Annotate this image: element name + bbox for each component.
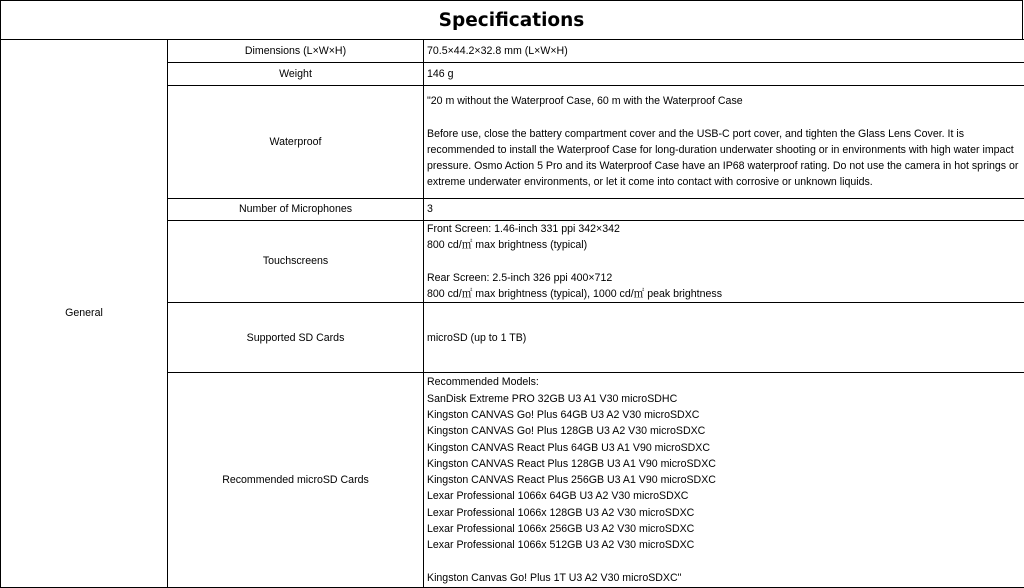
recommended-line: Lexar Professional 1066x 512GB U3 A2 V30 microSDXC — [427, 539, 695, 552]
recommended-last-line: Kingston Canvas Go! Plus 1T U3 A2 V30 microSDXC" — [427, 571, 682, 584]
label-cell-touchscreens[interactable]: Touchscreens — [168, 221, 424, 303]
recommended-line: Kingston CANVAS React Plus 128GB U3 A1 V90 microSDXC — [427, 457, 716, 470]
label-cell-waterproof[interactable]: Waterproof — [168, 86, 424, 199]
value-cell-dimensions[interactable]: 70.5×44.2×32.8 mm (L×W×H) — [424, 40, 1024, 63]
spec-table — [0, 39, 1024, 588]
value-cell-microphones[interactable]: 3 — [424, 199, 1024, 221]
recommended-line: SanDisk Extreme PRO 32GB U3 A1 V30 microSDHC — [427, 392, 678, 405]
value-cell-weight[interactable]: 146 g — [424, 63, 1024, 86]
group-cell-general[interactable] — [1, 40, 168, 588]
value-cell-sd-cards[interactable]: microSD (up to 1 TB) — [424, 303, 1024, 373]
blank-line — [427, 554, 1024, 570]
sheet-title-cell — [0, 0, 1023, 40]
recommended-line: Kingston CANVAS Go! Plus 128GB U3 A2 V30 microSDXC — [427, 425, 706, 438]
label-cell-weight[interactable]: Weight — [168, 63, 424, 86]
front-brightness-line: 800 cd/㎡ max brightness (typical) — [427, 239, 588, 252]
rear-screen-line: Rear Screen: 2.5-inch 326 ppi 400×712 — [427, 271, 613, 284]
label-cell-dimensions[interactable]: Dimensions (L×W×H) — [168, 40, 424, 63]
value-cell-recommended[interactable] — [424, 373, 1024, 588]
recommended-line: Lexar Professional 1066x 256GB U3 A2 V30 microSDXC — [427, 523, 695, 536]
value-cell-touchscreens[interactable] — [424, 221, 1024, 303]
blank-line — [427, 254, 1024, 270]
recommended-line: Kingston CANVAS Go! Plus 64GB U3 A2 V30 microSDXC — [427, 409, 700, 421]
recommended-line: Kingston CANVAS React Plus 64GB U3 A1 V90 microSDXC — [427, 441, 711, 454]
label-cell-recommended[interactable]: Recommended microSD Cards — [168, 373, 424, 588]
label-cell-sd-cards[interactable]: Supported SD Cards — [168, 303, 424, 373]
waterproof-paragraph: Before use, close the battery compartment cover and the USB-C port cover, and tighten the Glass Lens Cover. It is recommended to install the Waterproof Case for long-duration underwater shooting or in environments with high water impact pressure. Osmo Action 5 Pro and its Waterproof Case have an IP68 waterproof rating. Do not use the camera in hot springs or extreme underwater environments, or let it come into contact with corrosive or unknown liquids. — [427, 127, 1019, 189]
label-cell-microphones[interactable]: Number of Microphones — [168, 199, 424, 221]
sheet-title: Specifications — [438, 9, 585, 31]
table-row-dimensions — [1, 40, 1024, 63]
recommended-line: Lexar Professional 1066x 64GB U3 A2 V30 microSDXC — [427, 490, 689, 503]
blank-line — [427, 110, 1024, 126]
recommended-line: Recommended Models: — [427, 376, 539, 389]
recommended-line: Kingston CANVAS React Plus 256GB U3 A1 V90 microSDXC — [427, 474, 716, 487]
rear-brightness-line: 800 cd/㎡ max brightness (typical), 1000 cd/㎡ peak brightness — [427, 287, 723, 300]
recommended-line: Lexar Professional 1066x 128GB U3 A2 V30 microSDXC — [427, 506, 695, 519]
front-screen-line: Front Screen: 1.46-inch 331 ppi 342×342 — [427, 223, 620, 235]
value-cell-waterproof[interactable] — [424, 86, 1024, 199]
waterproof-line1: "20 m without the Waterproof Case, 60 m with the Waterproof Case — [427, 95, 743, 108]
group-label: General — [65, 307, 103, 320]
